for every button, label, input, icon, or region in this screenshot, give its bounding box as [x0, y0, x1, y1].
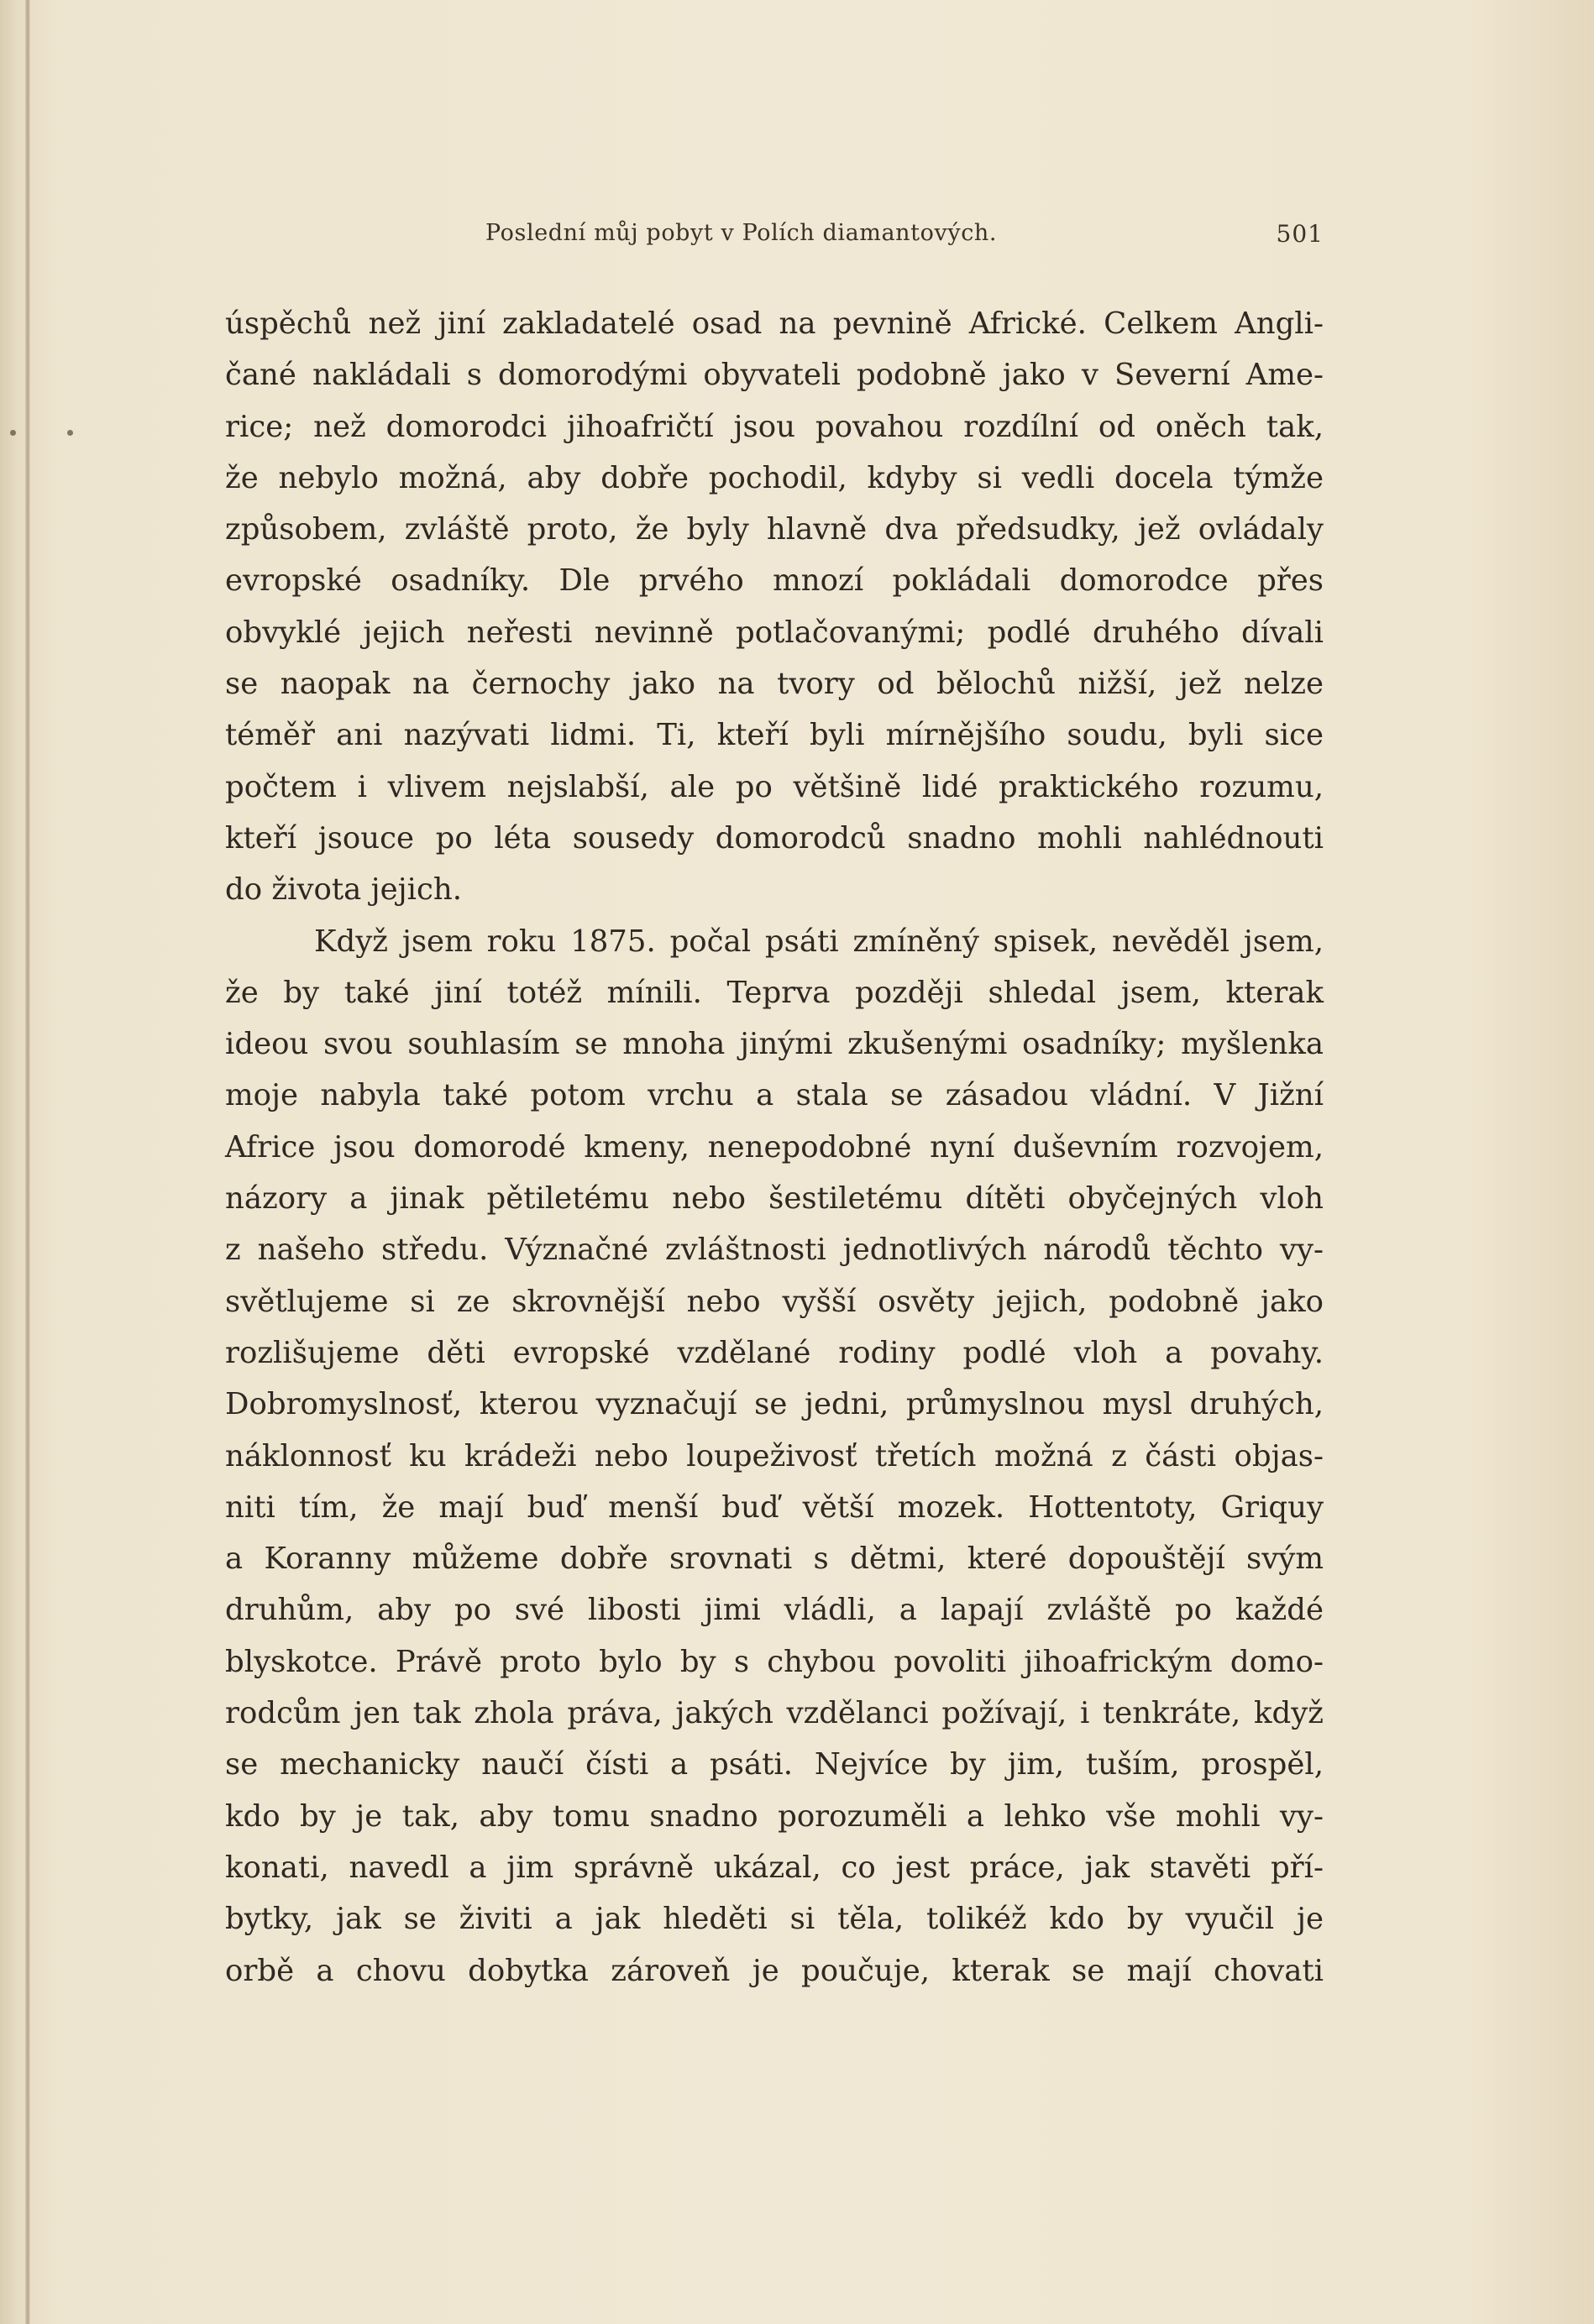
text-line: světlujeme si ze skrovnější nebo vyšší osvěty jejich, podobně jako — [225, 1284, 1324, 1319]
text-line: způsobem, zvláště proto, že byly hlavně dva předsudky, jež ovládaly — [225, 512, 1324, 547]
text-line: evropské osadníky. Dle prvého mnozí pokládali domorodce přes — [225, 563, 1324, 599]
text-line: do života jejich. — [225, 872, 462, 908]
text-line: niti tím, že mají buď menší buď větší mozek. Hottentoty, Griquy — [225, 1489, 1324, 1525]
text-line: konati, navedl a jim správně ukázal, co jest práce, jak stavěti pří- — [225, 1850, 1324, 1885]
text-line: orbě a chovu dobytka zároveň je poučuje, kterak se mají chovati — [225, 1953, 1324, 1988]
text-line: ideou svou souhlasím se mnoha jinými zkušenými osadníky; myšlenka — [225, 1027, 1324, 1062]
running-head: Poslední můj pobyt v Polích diamantových. — [485, 220, 998, 246]
text-line: moje nabyla také potom vrchu a stala se zásadou vládní. V Jižní — [225, 1078, 1324, 1113]
text-line: druhům, aby po své libosti jimi vládli, a lapají zvláště po každé — [225, 1593, 1324, 1628]
text-line: rozlišujeme děti evropské vzdělané rodiny podlé vloh a povahy. — [225, 1335, 1324, 1370]
text-line: Africe jsou domorodé kmeny, nenepodobné nyní duševním rozvojem, — [225, 1129, 1324, 1165]
page-number: 501 — [1276, 220, 1324, 248]
text-line: blyskotce. Právě proto bylo by s chybou povoliti jihoafrickým domo- — [225, 1644, 1324, 1679]
margin-speck — [67, 430, 73, 436]
text-line: úspěchů než jiní zakladatelé osad na pevnině Africké. Celkem Angli- — [225, 306, 1324, 341]
text-line: názory a jinak pětiletému nebo šestiletému dítěti obyčejných vloh — [225, 1181, 1324, 1217]
text-line: Když jsem roku 1875. počal psáti zmíněný spisek, nevěděl jsem, — [314, 924, 1324, 959]
text-line: kteří jsouce po léta sousedy domorodců snadno mohli nahlédnouti — [225, 820, 1324, 856]
text-line: se mechanicky naučí čísti a psáti. Nejvíce by jim, tuším, prospěl, — [225, 1747, 1324, 1782]
text-line: rice; než domorodci jihoafričtí jsou povahou rozdílní od oněch tak, — [225, 409, 1324, 444]
text-line: a Koranny můžeme dobře srovnati s dětmi, které dopouštějí svým — [225, 1541, 1324, 1577]
text-line: téměř ani nazývati lidmi. Ti, kteří byli mírnějšího soudu, byli sice — [225, 718, 1324, 753]
text-line: z našeho středu. Význačné zvláštnosti jednotlivých národů těchto vy- — [225, 1233, 1324, 1268]
text-line: počtem i vlivem nejslabší, ale po většině lidé praktického rozumu, — [225, 769, 1324, 804]
body-text — [225, 298, 1324, 1997]
binding-edge — [25, 0, 30, 2324]
text-line: Dobromyslnosť, kterou vyznačují se jedni, průmyslnou mysl druhých, — [225, 1387, 1324, 1422]
text-line: že by také jiní totéž mínili. Teprva později shledal jsem, kterak — [225, 975, 1324, 1010]
text-line: rodcům jen tak zhola práva, jakých vzdělanci požívají, i tenkráte, když — [225, 1696, 1324, 1731]
text-line: bytky, jak se živiti a jak hleděti si těla, tolikéž kdo by vyučil je — [225, 1902, 1324, 1937]
margin-speck — [10, 430, 16, 436]
text-line: kdo by je tak, aby tomu snadno porozuměli a lehko vše mohli vy- — [225, 1798, 1324, 1834]
text-line: čané nakládali s domorodými obyvateli podobně jako v Severní Ame- — [225, 358, 1324, 393]
text-line: obvyklé jejich neřesti nevinně potlačovanými; podlé druhého dívali — [225, 615, 1324, 650]
text-line: se naopak na černochy jako na tvory od bělochů nižší, jež nelze — [225, 667, 1324, 702]
page-header — [225, 220, 1324, 254]
text-line: náklonnosť ku krádeži nebo loupeživosť třetích možná z části objas- — [225, 1438, 1324, 1473]
text-line: že nebylo možná, aby dobře pochodil, kdyby si vedli docela týmže — [225, 460, 1324, 495]
